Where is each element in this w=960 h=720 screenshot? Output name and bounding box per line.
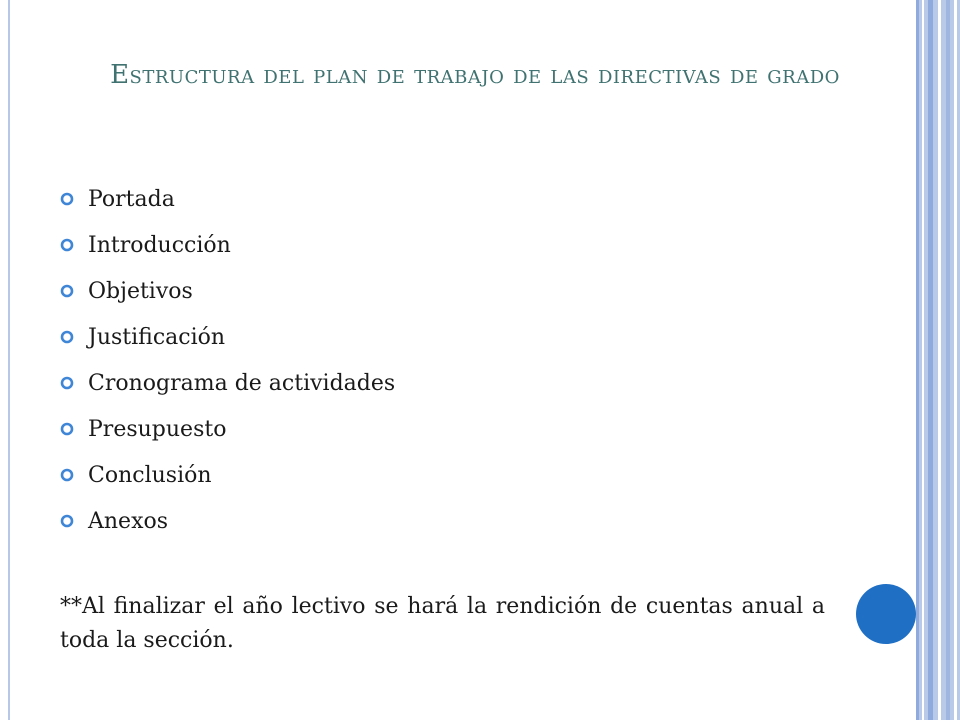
bullet-item [60,498,395,544]
bullet-text: Justificación [88,324,226,350]
bullet-text: Conclusión [88,462,212,488]
ring-bullet-icon [60,192,74,206]
ring-bullet-icon [60,468,74,482]
ring-bullet-icon [60,284,74,298]
bullet-text: Anexos [88,508,169,534]
bullet-text: Cronograma de actividades [88,370,396,396]
band-stripe [954,0,957,720]
ring-bullet-icon [60,238,74,252]
bullet-list [60,176,395,544]
band-stripe [928,0,933,720]
right-decorative-band [916,0,960,720]
band-stripe [938,0,941,720]
bullet-item [60,176,395,222]
ring-bullet-icon [60,514,74,528]
bullet-item [60,406,395,452]
ring-bullet-icon [60,376,74,390]
bullet-text: Objetivos [88,278,193,304]
ring-bullet-icon [60,330,74,344]
band-stripe [922,0,924,720]
bullet-item [60,268,395,314]
bullet-text: Presupuesto [88,416,227,442]
bullet-item [60,360,395,406]
bullet-item [60,452,395,498]
bullet-text: Introducción [88,232,231,258]
bullet-item [60,314,395,360]
band-stripe [946,0,950,720]
bullet-item [60,222,395,268]
decorative-circle [856,584,916,644]
footnote-text: **Al finalizar el año lectivo se hará la rendición de cuentas anual a toda la sección. [60,594,825,653]
slide-title: Estructura del plan de trabajo de las directivas de grado [110,60,840,90]
band-stripe [916,0,919,720]
left-divider-line [8,0,10,720]
ring-bullet-icon [60,422,74,436]
bullet-text: Portada [88,186,175,212]
